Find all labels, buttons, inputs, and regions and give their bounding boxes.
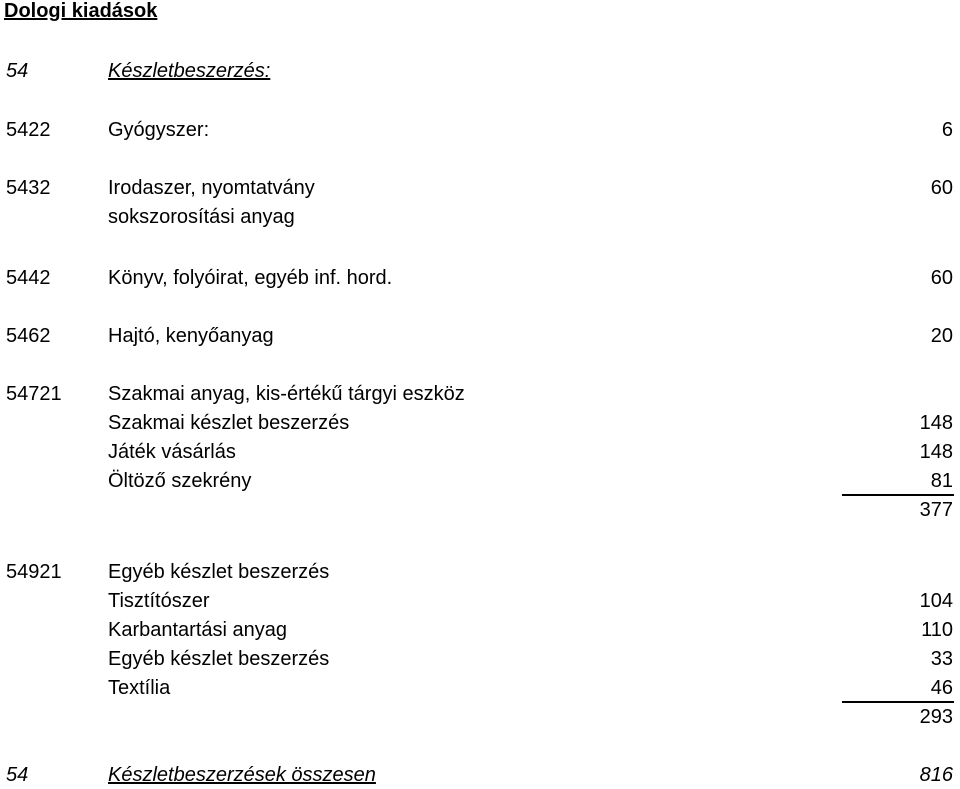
- group-row-label: Öltöző szekrény: [108, 470, 252, 492]
- item-amount: 20: [930, 325, 953, 347]
- group-row-label: Egyéb készlet beszerzés: [108, 648, 330, 670]
- group-code: 54921: [6, 561, 62, 583]
- item-amount: 6: [941, 119, 953, 141]
- item-label: Irodaszer, nyomtatvány: [108, 177, 315, 199]
- group-row-label: Játék vásárlás: [108, 441, 236, 463]
- item-label: Gyógyszer:: [108, 119, 210, 141]
- group-row-amount: 33: [930, 648, 953, 670]
- subtotal-rule: [842, 701, 954, 703]
- group-row-amount: 46: [930, 677, 953, 699]
- group-row-label: Tisztítószer: [108, 590, 210, 612]
- group-row-amount: 148: [919, 441, 953, 463]
- total-code: 54: [6, 764, 29, 786]
- item-code: 5462: [6, 325, 51, 347]
- group-row-amount: 81: [930, 470, 953, 492]
- item-amount: 60: [930, 177, 953, 199]
- group-label: Egyéb készlet beszerzés: [108, 561, 330, 583]
- page-title: Dologi kiadások: [4, 0, 158, 22]
- item-code: 5422: [6, 119, 51, 141]
- total-amount: 816: [919, 764, 953, 786]
- section-label: Készletbeszerzés:: [108, 60, 271, 82]
- item-label: Könyv, folyóirat, egyéb inf. hord.: [108, 267, 393, 289]
- subtotal-rule: [842, 494, 954, 496]
- item-amount: 60: [930, 267, 953, 289]
- group-label: Szakmai anyag, kis-értékű tárgyi eszköz: [108, 383, 465, 405]
- item-label: Hajtó, kenyőanyag: [108, 325, 274, 347]
- group-row-label: Textília: [108, 677, 171, 699]
- group-subtotal: 293: [919, 706, 953, 728]
- group-row-label: Szakmai készlet beszerzés: [108, 412, 350, 434]
- total-label: Készletbeszerzések összesen: [108, 764, 376, 786]
- item-code: 5442: [6, 267, 51, 289]
- item-code: 5432: [6, 177, 51, 199]
- group-code: 54721: [6, 383, 62, 405]
- group-row-amount: 148: [919, 412, 953, 434]
- group-row-label: Karbantartási anyag: [108, 619, 288, 641]
- section-code: 54: [6, 60, 29, 82]
- group-subtotal: 377: [919, 499, 953, 521]
- group-row-amount: 104: [919, 590, 953, 612]
- item-label-continuation: sokszorosítási anyag: [108, 206, 295, 228]
- group-row-amount: 110: [921, 619, 953, 641]
